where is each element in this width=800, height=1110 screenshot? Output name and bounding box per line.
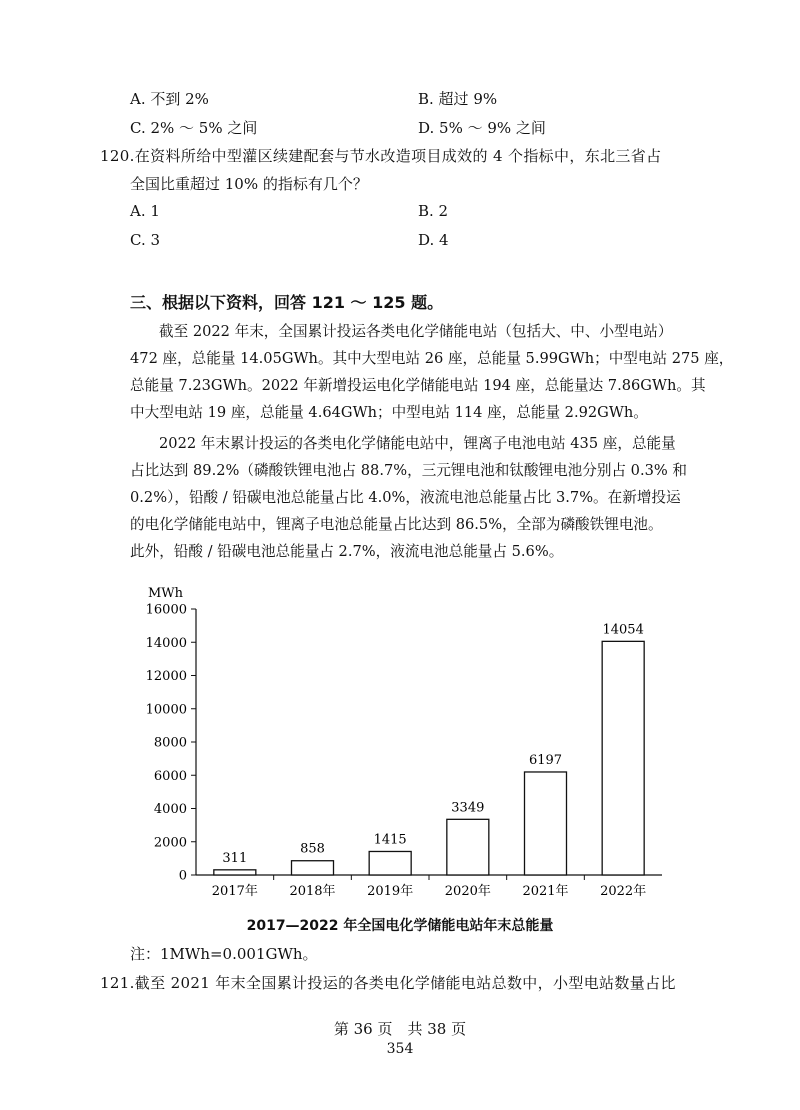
bar-value-label: 1415 <box>373 832 407 848</box>
y-tick-label: 4000 <box>153 802 187 817</box>
bar-2020年 <box>447 819 489 875</box>
paragraph-1-line: 中大型电站 19 座，总能量 4.64GWh；中型电站 114 座，总能量 2.92GWh。 <box>130 404 648 421</box>
chart-note: 注：1MWh=0.001GWh。 <box>130 945 318 963</box>
x-tick-label: 2020年 <box>444 884 491 899</box>
q119-option-b: B. 超过 9% <box>418 90 498 108</box>
y-tick-label: 10000 <box>145 702 187 718</box>
y-tick-label: 2000 <box>153 835 187 851</box>
x-tick-label: 2018年 <box>289 884 336 899</box>
bar-2018年 <box>292 861 334 875</box>
q121-text-line1: 121.截至 2021 年末全国累计投运的各类电化学储能电站总数中，小型电站数量占比 <box>100 974 676 992</box>
paragraph-1-line: 总能量 7.23GWh。2022 年新增投运电化学储能电站 194 座，总能量达 7.86GWh。其 <box>130 377 706 394</box>
q119-option-c: C. 2% ～ 5% 之间 <box>130 119 258 137</box>
section-heading: 三、根据以下资料，回答 121 ～ 125 题。 <box>130 293 444 312</box>
paragraph-2-line: 此外，铅酸 / 铅碳电池总能量占 2.7%，液流电池总能量占 5.6%。 <box>130 543 564 560</box>
page-number: 354 <box>386 1041 414 1057</box>
y-tick-label: 6000 <box>153 768 187 784</box>
paragraph-2-line: 2022 年末累计投运的各类电化学储能电站中，锂离子电池电站 435 座，总能量 <box>159 435 676 452</box>
q120-text-line1: 120.在资料所给中型灌区续建配套与节水改造项目成效的 4 个指标中，东北三省占 <box>100 147 662 165</box>
y-tick-label: 12000 <box>145 669 187 684</box>
chart-title: 2017—2022 年全国电化学储能电站年末总能量 <box>246 918 554 934</box>
bar-2022年 <box>602 641 644 875</box>
y-tick-label: 0 <box>178 868 187 884</box>
x-tick-label: 2019年 <box>367 884 414 899</box>
paragraph-1-line: 截至 2022 年末，全国累计投运各类电化学储能电站（包括大、中、小型电站） <box>159 323 673 340</box>
x-tick-label: 2022年 <box>600 884 647 899</box>
q120-option-a: A. 1 <box>130 202 160 220</box>
y-tick-label: 8000 <box>153 735 187 751</box>
bar-2021年 <box>525 772 567 875</box>
q120-option-c: C. 3 <box>130 231 161 249</box>
bar-value-label: 3349 <box>451 800 485 816</box>
paragraph-2-line: 占比达到 89.2%（磷酸铁锂电池占 88.7%，三元锂电池和钛酸锂电池分别占 0.3% 和 <box>130 462 687 479</box>
q120-option-b: B. 2 <box>418 202 449 220</box>
bar-2019年 <box>369 851 411 875</box>
q120-option-d: D. 4 <box>418 231 449 249</box>
bar-value-label: 858 <box>300 841 325 857</box>
paragraph-2 <box>130 430 702 565</box>
q119-option-a: A. 不到 2% <box>130 90 209 108</box>
q119-option-d: D. 5% ～ 9% 之间 <box>418 119 546 137</box>
x-tick-label: 2021年 <box>522 884 569 899</box>
paragraph-1-line: 472 座，总能量 14.05GWh。其中大型电站 26 座，总能量 5.99GWh；中型电站 275 座， <box>130 350 734 367</box>
bar-value-label: 311 <box>222 850 248 866</box>
paragraph-2-line: 的电化学储能电站中，锂离子电池总能量占比达到 86.5%，全部为磷酸铁锂电池。 <box>130 516 663 533</box>
q120-text-line2: 全国比重超过 10% 的指标有几个？ <box>130 175 368 193</box>
energy-bar-chart <box>0 570 800 915</box>
y-tick-label: 16000 <box>145 602 187 618</box>
y-axis-unit-label: MWh <box>148 586 184 601</box>
paragraph-1 <box>130 318 734 426</box>
x-tick-label: 2017年 <box>211 884 258 899</box>
paragraph-2-line: 0.2%），铅酸 / 铅碳电池总能量占比 4.0%，液流电池总能量占比 3.7%。在新增投运 <box>130 489 681 506</box>
page-footer-label: 第 36 页 共 38 页 <box>333 1020 467 1038</box>
y-tick-label: 14000 <box>145 635 187 651</box>
bar-value-label: 6197 <box>528 752 563 768</box>
bar-2017年 <box>214 870 256 875</box>
bar-value-label: 14054 <box>602 622 644 638</box>
